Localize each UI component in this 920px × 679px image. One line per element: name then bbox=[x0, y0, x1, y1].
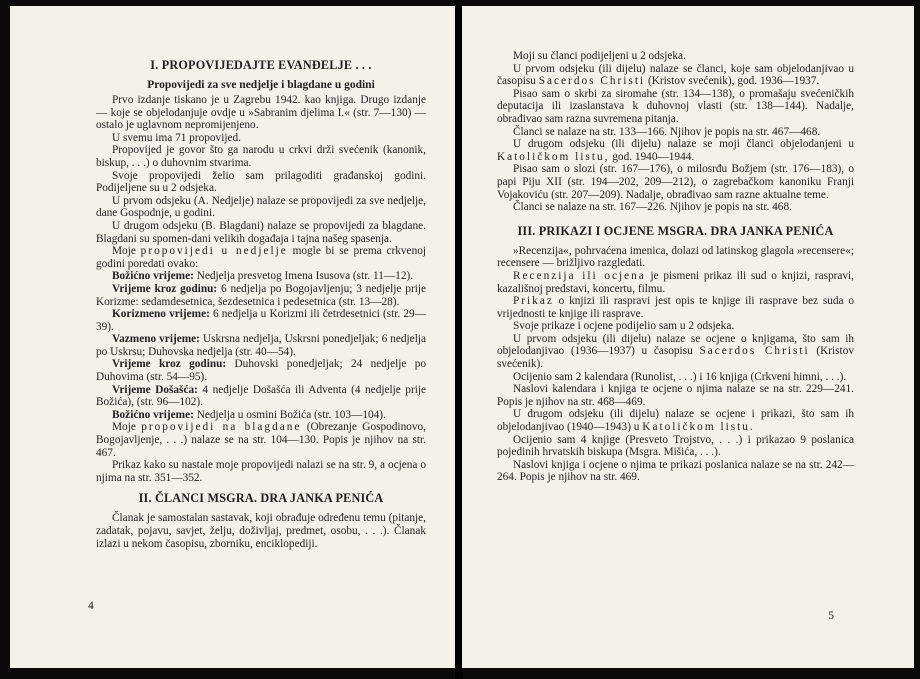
spaced-text: Sacerdos Christi bbox=[699, 345, 810, 358]
spaced-text: Katoličkom listu. bbox=[642, 421, 755, 434]
paragraph: »Recenzija«, pohrvaćena imenica, dolazi od latinskog glagola »recensere«; recensere — brižljivo razgledati. bbox=[497, 244, 854, 270]
section-heading-1: I. PROPOVIJEDAJTE EVANĐELJE . . . bbox=[150, 58, 372, 72]
season-item bbox=[96, 409, 426, 422]
season-label: Korizmeno vrijeme: bbox=[112, 308, 210, 321]
paragraph: Članci se nalaze na str. 167—226. Njihov je popis na str. 468. bbox=[513, 201, 792, 214]
page-number: 4 bbox=[88, 600, 94, 612]
section-heading-3: III. PRIKAZI I OCJENE MSGRA. DRA JANKA PENIĆA bbox=[517, 223, 834, 238]
paragraph bbox=[497, 333, 854, 371]
season-label: Božićno vrijeme: bbox=[112, 270, 194, 283]
paragraph: Članak je samostalan sastavak, koji obrađuje određenu temu (pitanje, zadatak, pojavu, savjet, želju, doživljaj, predmet, osobu, . . .). Članak izlazi u nekom časopisu, zborniku, enciklopediji. bbox=[96, 512, 426, 550]
season-text: 6 nedjelja u Korizmi ili četrdesetnici (str. 29—39). bbox=[96, 308, 426, 333]
paragraph: U prvom odsjeku (A. Nedjelje) nalaze se propovijedi za sve nedjelje, dane Gospodnje, u godini. bbox=[96, 194, 426, 220]
paragraph: Prvo izdanje tiskano je u Zagrebu 1942. kao knjiga. Drugo izdanje — koje se objelodanjuje ovdje u »Sabranim djelima I.« (str. 7—130) — ostalo je uglavnom nepromijenjeno. bbox=[96, 94, 426, 132]
section-heading-2: II. ČLANCI MSGRA. DRA JANKA PENIĆA bbox=[138, 491, 384, 506]
paragraph: U drugom odsjeku (B. Blagdani) nalaze se propovijedi za blagdane. Blagdani su spomen-dani velikih događaja i tajna našeg spasenja. bbox=[96, 219, 426, 245]
season-label: Božićno vrijeme: bbox=[112, 408, 194, 421]
text-run: je pismeni prikaz ili sud o knjizi, raspravi, kazališnoj predstavi, koncertu, filmu. bbox=[497, 269, 855, 295]
text-run: (Kristov svećenik), god. 1936—1937. bbox=[647, 75, 820, 88]
paragraph: Naslovi knjiga i ocjene o njima te prikazi poslanica nalaze se na str. 242—264. Popis je njihov na str. 469. bbox=[497, 458, 854, 484]
left-page bbox=[10, 6, 456, 668]
text-run: Moje bbox=[112, 245, 136, 258]
season-text: 4 nedjelje Došašća ili Adventa (4 nedjelje prije Božića), (str. 96—102). bbox=[96, 383, 427, 409]
text-run: U prvom odsjeku (ili dijelu) nalaze se članci, koje sam objelodanjivao u časopisu bbox=[497, 62, 854, 88]
paragraph bbox=[497, 408, 854, 433]
paragraph: Pisao sam o slozi (str. 167—176), o milosrđu Božjem (str. 176—183), o papi Piju XII (str. 194—202, 209—212), o zagrebačkom kanoniku Franji Vojakoviću (str. 207—209). Nadalje, obrađivao sam razne aktualne teme. bbox=[497, 163, 854, 201]
paragraph: Svoje propovijedi želio sam prilagoditi građanskoj godini. Podijeljene su u 2 odsjeka. bbox=[96, 169, 426, 195]
page-number: 5 bbox=[828, 610, 834, 622]
right-page bbox=[462, 6, 914, 668]
text-run: Moje bbox=[112, 421, 136, 434]
text-run: (Obrezanje Gospodinovo, Bogojavljenje, . . .) nalaze se na str. 104—130. Popis je njihov na str. 467. bbox=[96, 421, 426, 459]
text-run: o knjizi ili raspravi jest opis te knjige ili rasprave bez suda o vrijednosti te knjige ili rasprave. bbox=[497, 295, 854, 320]
paragraph bbox=[497, 138, 854, 163]
season-item bbox=[96, 358, 426, 383]
paragraph: Svoje prikaze i ocjene podijelio sam u 2 odsjeka. bbox=[513, 320, 735, 333]
text-run: U drugom odsjeku (ili dijelu) nalaze se ocjene i prikazi, što sam ih objelodanjivao (1940—1943) u bbox=[497, 408, 854, 434]
text-run: (Kristov svećenik). bbox=[497, 345, 854, 371]
spaced-text: propovijedi na blagdane bbox=[141, 421, 302, 434]
season-label: Vrijeme Došašća: bbox=[112, 383, 198, 396]
paragraph bbox=[96, 421, 426, 459]
season-label: Vazmeno vrijeme: bbox=[112, 333, 200, 346]
paragraph: Ocijenio sam 4 knjige (Presveto Trojstvo, . . .) i prikazao 9 poslanica pojedinih hrvatskih biskupa (Msgra. Mišića, . . .). bbox=[497, 433, 854, 459]
paragraph: U svemu ima 71 propovijed. bbox=[112, 131, 241, 144]
season-item bbox=[96, 384, 426, 409]
season-item bbox=[96, 270, 426, 283]
spaced-text: Prikaz bbox=[513, 295, 554, 308]
paragraph bbox=[96, 245, 426, 270]
spaced-text: Sacerdos Christi bbox=[538, 75, 646, 88]
spaced-text: Recenzija ili ocjena bbox=[513, 269, 646, 282]
season-text: Nedjelja presvetog Imena Isusova (str. 11—12). bbox=[196, 270, 414, 283]
text-run: god. 1940—1944. bbox=[612, 150, 695, 163]
liturgical-season-list bbox=[96, 270, 426, 421]
paragraph bbox=[497, 63, 854, 88]
paragraph: Prikaz kako su nastale moje propovijedi nalazi se na str. 9, a ocjena o njima na str. 351—352. bbox=[96, 459, 426, 484]
text-run: U prvom odsjeku (ili dijelu) nalaze se ocjene o knjigama, što sam ih objelodanjivao (1936—1937) u časopisu bbox=[497, 332, 854, 358]
season-text: Uskrsna nedjelja, Uskrsni ponedjeljak; 6 nedjelja po Uskrsu; Duhovska nedjelja (str. 40—54). bbox=[96, 333, 426, 358]
season-text: Nedjelja u osmini Božića (str. 103—104). bbox=[196, 408, 386, 421]
spaced-text: Katoličkom listu, bbox=[497, 150, 610, 163]
season-text: 6 nedjelja po Bogojavljenju; 3 nedjelje prije Korizme: sedamdesetnica, šezdesetnica i pedesetnica (str. 13—28). bbox=[96, 282, 426, 308]
season-label: Vrijeme kroz godinu: bbox=[112, 282, 218, 295]
section-subheading-1: Propovijedi za sve nedjelje i blagdane u godini bbox=[147, 79, 375, 91]
season-label: Vrijeme kroz godinu: bbox=[112, 358, 227, 371]
season-item bbox=[96, 308, 426, 333]
paragraph: Ocijenio sam 2 kalendara (Runolist, . . .) i 16 knjiga (Crkveni himni, . . .). bbox=[513, 370, 847, 383]
text-run: mogle bi se prema crkvenoj godini poredati ovako: bbox=[96, 245, 427, 270]
text-run: U drugom odsjeku (ili dijelu) nalaze se moji članci objelodanjeni u bbox=[513, 138, 854, 151]
paragraph: Pisao sam o skrbi za siromahe (str. 134—138), o promašaju svećeničkih deputacija ili izaslanstava k duhovnoj vlasti (str. 138—144). Nadalje, obrađivao sam razna suvremena pitanja. bbox=[497, 87, 854, 125]
paragraph: Propovijed je govor što ga narodu u crkvi drži svećenik (kanonik, biskup, . . .) o duhovnim stvarima. bbox=[96, 144, 426, 169]
paragraph: Naslovi kalendara i knjiga te ocjene o njima nalaze se na str. 229—241. Popis je njihov na str. 468—469. bbox=[497, 383, 854, 408]
paragraph: Moji su članci podijeljeni u 2 odsjeka. bbox=[513, 50, 686, 62]
spaced-text: propovijedi u nedjelje bbox=[140, 245, 288, 258]
paragraph bbox=[497, 270, 854, 295]
paragraph: Članci se nalaze na str. 133—166. Njihov je popis na str. 467—468. bbox=[513, 125, 821, 138]
season-item bbox=[96, 333, 426, 358]
season-text: Duhovski ponedjeljak; 24 nedjelje po Duhovima (str. 54—95). bbox=[96, 358, 427, 384]
paragraph bbox=[497, 295, 854, 320]
season-item bbox=[96, 283, 426, 308]
